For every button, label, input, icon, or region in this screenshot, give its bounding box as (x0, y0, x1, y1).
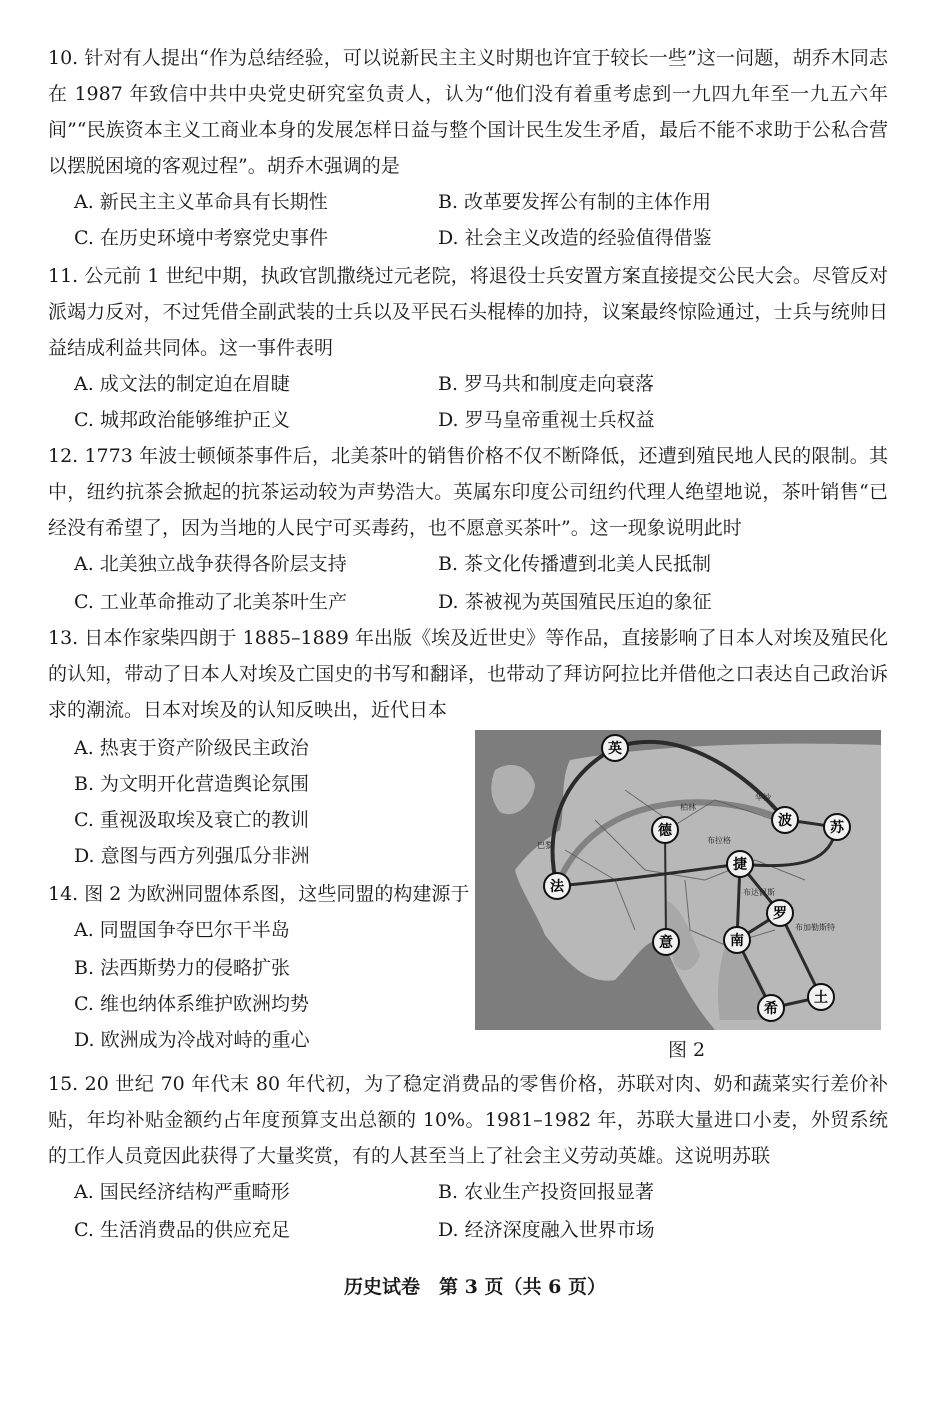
node-greece (758, 995, 784, 1021)
node-yugoslavia (724, 927, 750, 953)
option-c: C. 维也纳体系维护欧洲均势 (74, 993, 309, 1015)
question-12 (48, 438, 888, 546)
question-13 (48, 620, 888, 728)
map-label: 巴黎 (537, 841, 553, 850)
option-a: A. 热衷于资产阶级民主政治 (74, 737, 309, 759)
option-b: B. 改革要发挥公有制的主体作用 (438, 191, 712, 213)
map-label: 华沙 (755, 793, 771, 802)
option-b: B. 为文明开化营造舆论氛围 (74, 773, 310, 795)
option-d: D. 社会主义改造的经验值得借鉴 (438, 227, 712, 249)
svg-text:希: 希 (764, 1001, 778, 1017)
svg-text:法: 法 (550, 879, 564, 895)
question-14-stem: 14. 图 2 为欧洲同盟体系图，这些同盟的构建源于 (48, 883, 470, 905)
svg-text:德: 德 (658, 823, 672, 839)
option-d: D. 罗马皇帝重视士兵权益 (438, 409, 655, 431)
map-label: 柏林 (680, 803, 696, 812)
map-label: 布拉格 (707, 836, 731, 845)
node-romania (767, 900, 793, 926)
node-britain (602, 735, 628, 761)
svg-text:捷: 捷 (733, 857, 747, 873)
node-turkey (808, 984, 834, 1010)
option-a: A. 成文法的制定迫在眉睫 (74, 373, 290, 395)
node-czech (727, 851, 753, 877)
alliance-map-figure (475, 730, 881, 1030)
option-b: B. 茶文化传播遭到北美人民抵制 (438, 553, 712, 575)
option-c: C. 重视汲取埃及衰亡的教训 (74, 809, 309, 831)
node-poland (772, 807, 798, 833)
option-c: C. 在历史环境中考察党史事件 (74, 227, 328, 249)
question-stem: 15. 20 世纪 70 年代末 80 年代初，为了稳定消费品的零售价格，苏联对肉、奶和蔬菜实行差价补贴，年均补贴金额约占年度预算支出总额的 10%。1981–1982 年，苏联大量进口小麦，外贸系统的工作人员竟因此获得了大量奖赏，有的人甚至当上了社会主义劳动英雄。这说明苏联 (48, 1073, 888, 1167)
node-soviet (824, 814, 850, 840)
alliance-map (475, 730, 881, 1030)
node-france (544, 873, 570, 899)
link-germany-italy (665, 830, 666, 940)
node-italy (653, 929, 679, 955)
option-c: C. 城邦政治能够维护正义 (74, 409, 290, 431)
svg-text:南: 南 (730, 933, 744, 949)
map-label: 布达佩斯 (743, 888, 775, 897)
question-stem: 10. 针对有人提出“作为总结经验，可以说新民主主义时期也许宜于较长一些”这一问题，胡乔木同志在 1987 年致信中共中央党史研究室负责人，认为“他们没有着重考虑到一九四九年至一九五六年间”“民族资本主义工商业本身的发展怎样日益与整个国计民生发生矛盾，最后不能不求助于公私合营以摆脱困境的客观过程”。胡乔木强调的是 (48, 47, 888, 177)
question-10 (48, 40, 888, 184)
question-stem: 12. 1773 年波士顿倾茶事件后，北美茶叶的销售价格不仅不断降低，还遭到殖民地人民的限制。其中，纽约抗茶会掀起的抗茶运动较为声势浩大。英属东印度公司纽约代理人绝望地说，茶叶销售“已经没有希望了，因为当地的人民宁可买毒药，也不愿意买茶叶”。这一现象说明此时 (48, 445, 888, 539)
option-d: D. 意图与西方列强瓜分非洲 (74, 845, 310, 867)
option-b: B. 罗马共和制度走向衰落 (438, 373, 655, 395)
svg-text:罗: 罗 (773, 906, 787, 922)
question-15 (48, 1066, 888, 1174)
svg-text:波: 波 (778, 813, 792, 829)
figure-caption: 图 2 (668, 1039, 706, 1061)
option-d: D. 茶被视为英国殖民压迫的象征 (438, 591, 712, 613)
option-a: A. 新民主主义革命具有长期性 (74, 191, 328, 213)
option-b: B. 法西斯势力的侵略扩张 (74, 957, 291, 979)
question-stem: 13. 日本作家柴四朗于 1885–1889 年出版《埃及近世史》等作品，直接影响了日本人对埃及殖民化的认知，带动了日本人对埃及亡国史的书写和翻译，也带动了拜访阿拉比并借他之口表达自己政治诉求的潮流。日本对埃及的认知反映出，近代日本 (48, 627, 888, 721)
svg-text:意: 意 (659, 935, 673, 951)
option-d: D. 经济深度融入世界市场 (438, 1219, 655, 1241)
option-c: C. 生活消费品的供应充足 (74, 1219, 290, 1241)
question-stem: 11. 公元前 1 世纪中期，执政官凯撒绕过元老院，将退役士兵安置方案直接提交公民大会。尽管反对派竭力反对，不过凭借全副武装的士兵以及平民石头棍棒的加持，议案最终惊险通过，士兵与统帅日益结成利益共同体。这一事件表明 (48, 265, 888, 359)
map-label: 布加勒斯特 (795, 923, 835, 932)
option-b: B. 农业生产投资回报显著 (438, 1181, 655, 1203)
svg-text:英: 英 (608, 741, 622, 757)
option-a: A. 国民经济结构严重畸形 (74, 1181, 290, 1203)
option-a: A. 北美独立战争获得各阶层支持 (74, 553, 347, 575)
page-footer: 历史试卷 第 3 页（共 6 页） (344, 1276, 606, 1298)
option-c: C. 工业革命推动了北美茶叶生产 (74, 591, 347, 613)
svg-text:土: 土 (814, 990, 828, 1006)
option-a: A. 同盟国争夺巴尔干半岛 (74, 919, 290, 941)
question-11 (48, 258, 888, 366)
option-d: D. 欧洲成为冷战对峙的重心 (74, 1029, 310, 1051)
node-germany (652, 817, 678, 843)
svg-text:苏: 苏 (830, 820, 844, 836)
